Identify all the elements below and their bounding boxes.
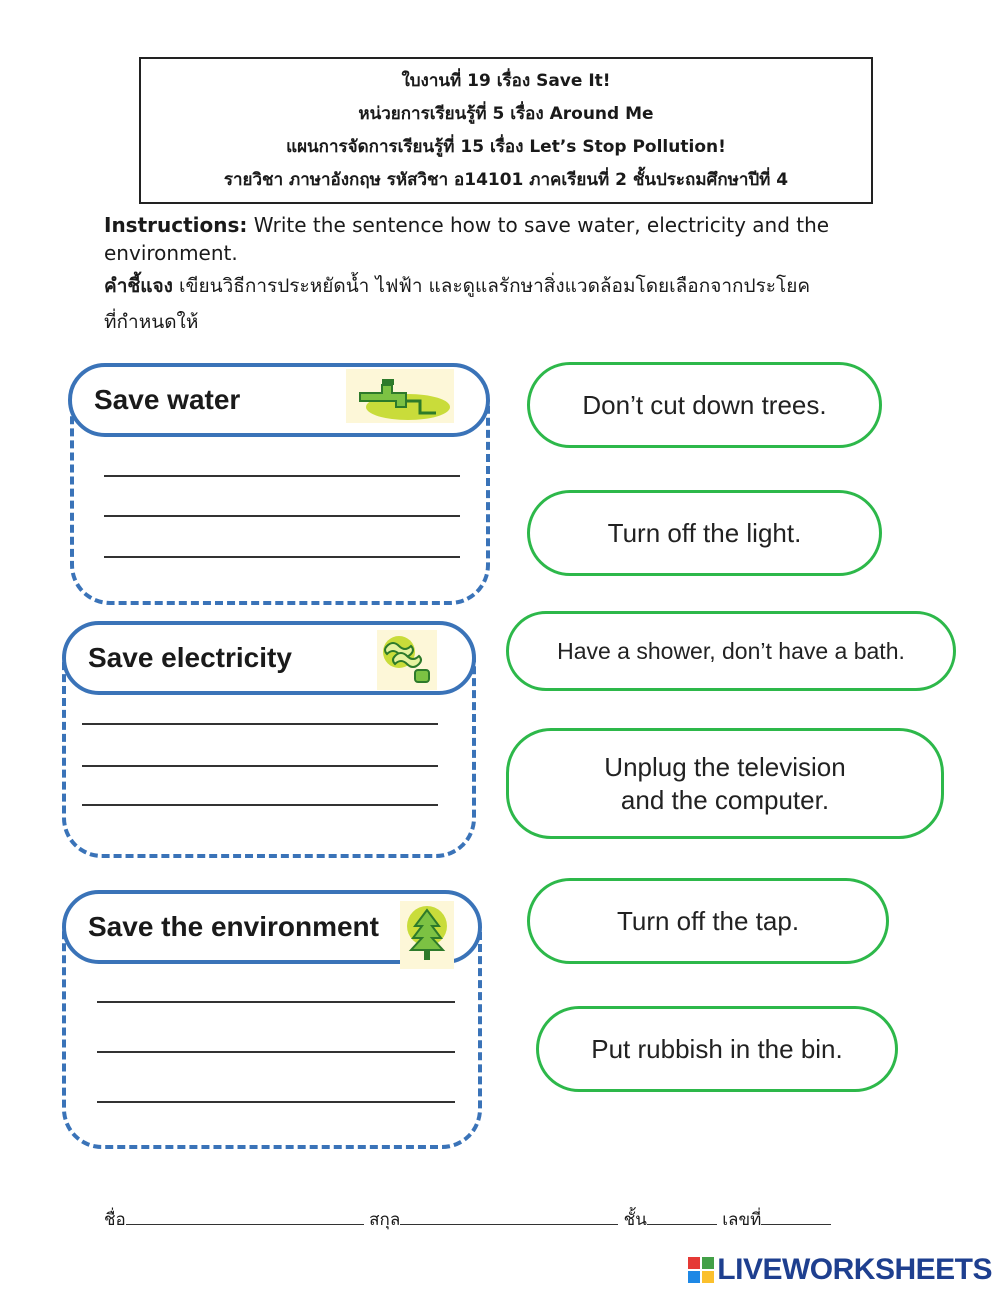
answer-text: Have a shower, don’t have a bath. (557, 637, 905, 664)
electricity-answer-line-1[interactable] (82, 723, 438, 725)
answer-text: Turn off the tap. (616, 905, 800, 936)
liveworksheets-logo-icon (688, 1257, 714, 1283)
faucet-icon (346, 369, 454, 423)
light-bulb-icon (377, 630, 437, 690)
water-answer-line-2[interactable] (104, 515, 460, 517)
header-line-3: แผนการจัดการเรียนรู้ที่ 15 เรื่อง Let’s Stop Pollution! (286, 136, 726, 157)
answer-turn-off-the-light[interactable] (527, 490, 882, 576)
instructions-line-1 (104, 211, 829, 239)
answer-text-line-2: and the computer. (620, 784, 830, 815)
instructions-text: Write the sentence how to save water, electricity and the (247, 213, 830, 237)
worksheet-header (139, 57, 873, 204)
number-label: เลขที่ (722, 1210, 762, 1230)
class-label: ชั้น (623, 1210, 647, 1230)
environment-answer-line-2[interactable] (97, 1051, 455, 1053)
electricity-answer-line-2[interactable] (82, 765, 438, 767)
student-info-footer (104, 1206, 831, 1233)
save-water-title: Save water (94, 384, 241, 415)
answer-dont-cut-down-trees[interactable] (527, 362, 882, 448)
brand-name: LIVEWORKSHEETS (717, 1253, 992, 1286)
water-answer-line-3[interactable] (104, 556, 460, 558)
thai-instructions-line-1 (104, 272, 810, 300)
name-field[interactable] (126, 1224, 364, 1225)
header-line-1: ใบงานที่ 19 เรื่อง Save It! (401, 70, 611, 91)
answer-unplug-the-television[interactable] (506, 728, 944, 839)
environment-answer-line-1[interactable] (97, 1001, 455, 1003)
instructions-line-2: environment. (104, 241, 238, 265)
water-answer-line-1[interactable] (104, 475, 460, 477)
number-field[interactable] (761, 1224, 831, 1225)
electricity-answer-line-3[interactable] (82, 804, 438, 806)
liveworksheets-logo (688, 1253, 992, 1287)
thai-instructions-label: คำชี้แจง (104, 275, 173, 297)
answer-text: Don’t cut down trees. (582, 389, 827, 420)
environment-answer-line-3[interactable] (97, 1101, 455, 1103)
save-electricity-title: Save electricity (88, 642, 292, 673)
surname-field[interactable] (400, 1224, 618, 1225)
thai-instructions-text: เขียนวิธีการประหยัดน้ำ ไฟฟ้า และดูแลรักษาสิ่งแวดล้อมโดยเลือกจากประโยค (172, 275, 811, 297)
tree-icon (400, 901, 454, 969)
surname-label: สกุล (369, 1210, 401, 1230)
name-label: ชื่อ (104, 1210, 126, 1230)
save-environment-title: Save the environment (88, 911, 379, 942)
answer-text: Turn off the light. (607, 517, 802, 548)
header-line-4: รายวิชา ภาษาอังกฤษ รหัสวิชา อ14101 ภาคเรียนที่ 2 ชั้นประถมศึกษาปีที่ 4 (223, 169, 789, 190)
answer-text-line-1: Unplug the television (604, 751, 846, 782)
answer-turn-off-the-tap[interactable] (527, 878, 889, 964)
class-field[interactable] (647, 1224, 717, 1225)
instructions-label: Instructions: (104, 213, 248, 237)
answer-text: Put rubbish in the bin. (591, 1033, 843, 1064)
answer-have-a-shower[interactable] (506, 611, 956, 691)
answer-put-rubbish-in-the-bin[interactable] (536, 1006, 898, 1092)
thai-instructions-line-2: ที่กำหนดให้ (104, 311, 199, 333)
header-line-2: หน่วยการเรียนรู้ที่ 5 เรื่อง Around Me (358, 103, 654, 124)
